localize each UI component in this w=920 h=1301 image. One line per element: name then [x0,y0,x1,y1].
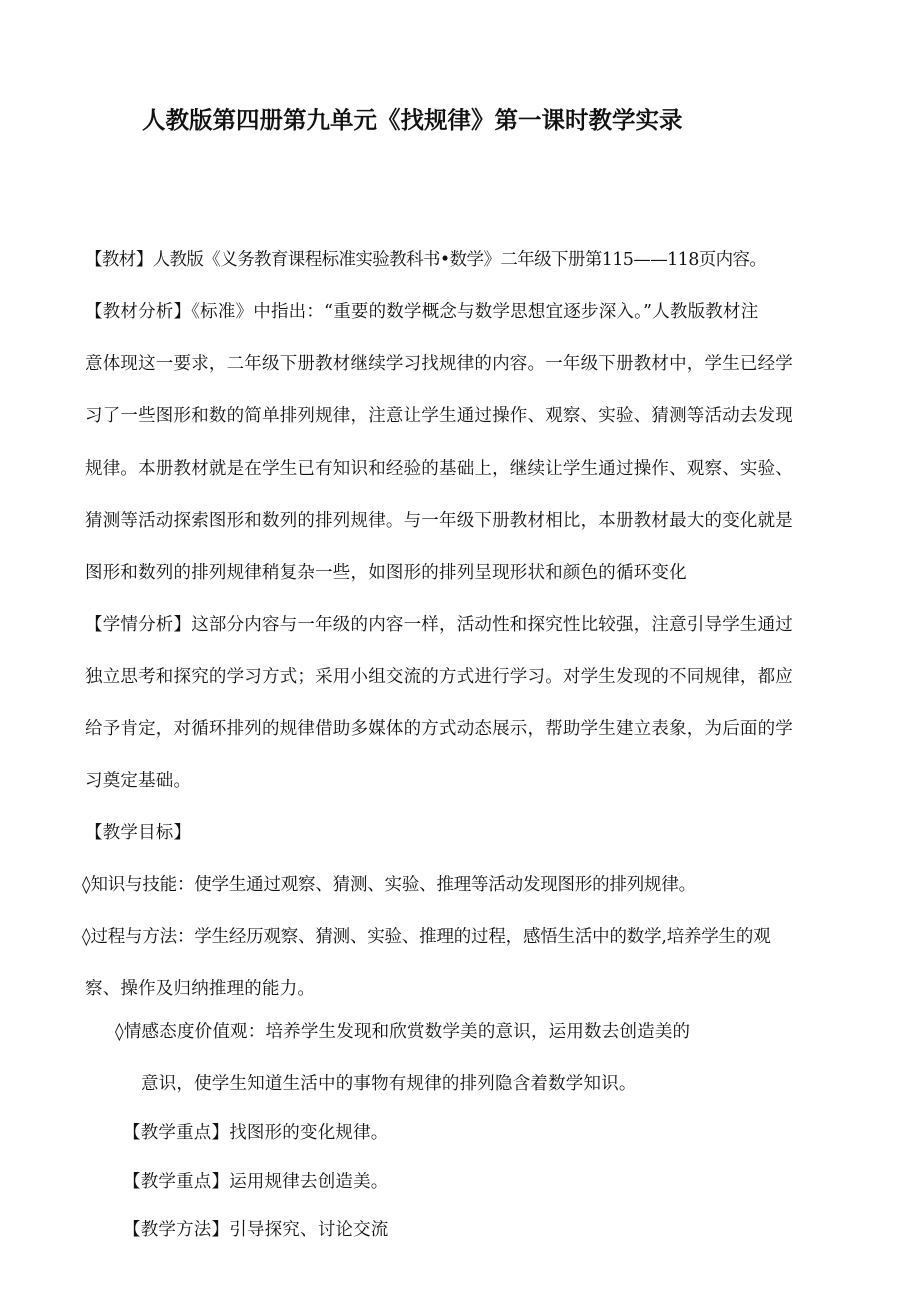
text-line-goal-emotion-2: 意识，使学生知道生活中的事物有规律的排列隐含着数学知识。 [141,1074,637,1094]
text-line-analysis-2: 意体现这一要求，二年级下册教材继续学习找规律的内容。一年级下册教材中，学生已经学 [85,354,793,374]
text-line-goal-knowledge: ◊知识与技能：使学生通过观察、猜测、实验、推理等活动发现图形的排列规律。 [82,875,696,895]
text-line-analysis-1: 【教材分析】《标准》中指出：“重要的数学概念与数学思想宜逐步深入。”人教版教材注 [85,302,759,322]
text-line-material: 【教材】人教版《义务教育课程标准实验教科书•数学》二年级下册第115——118页内容。 [85,250,767,270]
text-line-key-point-2: 【教学重点】运用规律去创造美。 [123,1172,389,1192]
text-line-students-1: 【学情分析】这部分内容与一年级的内容一样，活动性和探究性比较强，注意引导学生通过 [85,615,793,635]
text-line-goal-emotion-1: ◊情感态度价值观：培养学生发现和欣赏数学美的意识，运用数去创造美的 [115,1022,691,1042]
text-line-method: 【教学方法】引导探究、讨论交流 [123,1220,389,1240]
document-title: 人教版第四册第九单元《找规律》第一课时教学实录 [142,106,683,134]
text-line-students-3: 给予肯定，对循环排列的规律借助多媒体的方式动态展示，帮助学生建立表象，为后面的学 [85,719,793,739]
text-line-key-point: 【教学重点】找图形的变化规律。 [123,1123,389,1143]
text-line-goals-heading: 【教学目标】 [85,823,192,843]
text-line-goal-process-2: 察、操作及归纳推理的能力。 [85,979,316,999]
text-line-analysis-3: 习了一些图形和数的简单排列规律，注意让学生通过操作、观察、实验、猜测等活动去发现 [85,406,793,426]
text-line-analysis-5: 猜测等活动探索图形和数列的排列规律。与一年级下册教材相比，本册教材最大的变化就是 [85,511,793,531]
text-line-goal-process-1: ◊过程与方法：学生经历观察、猜测、实验、推理的过程，感悟生活中的数学,培养学生的观 [82,927,771,947]
text-line-analysis-4: 规律。本册教材就是在学生已有知识和经验的基础上，继续让学生通过操作、观察、实验、 [85,459,793,479]
text-line-students-2: 独立思考和探究的学习方式；采用小组交流的方式进行学习。对学生发现的不同规律，都应 [85,667,793,687]
text-line-students-4: 习奠定基础。 [85,771,192,791]
text-line-analysis-6: 图形和数列的排列规律稍复杂一些，如图形的排列呈现形状和颜色的循环变化 [85,563,687,583]
